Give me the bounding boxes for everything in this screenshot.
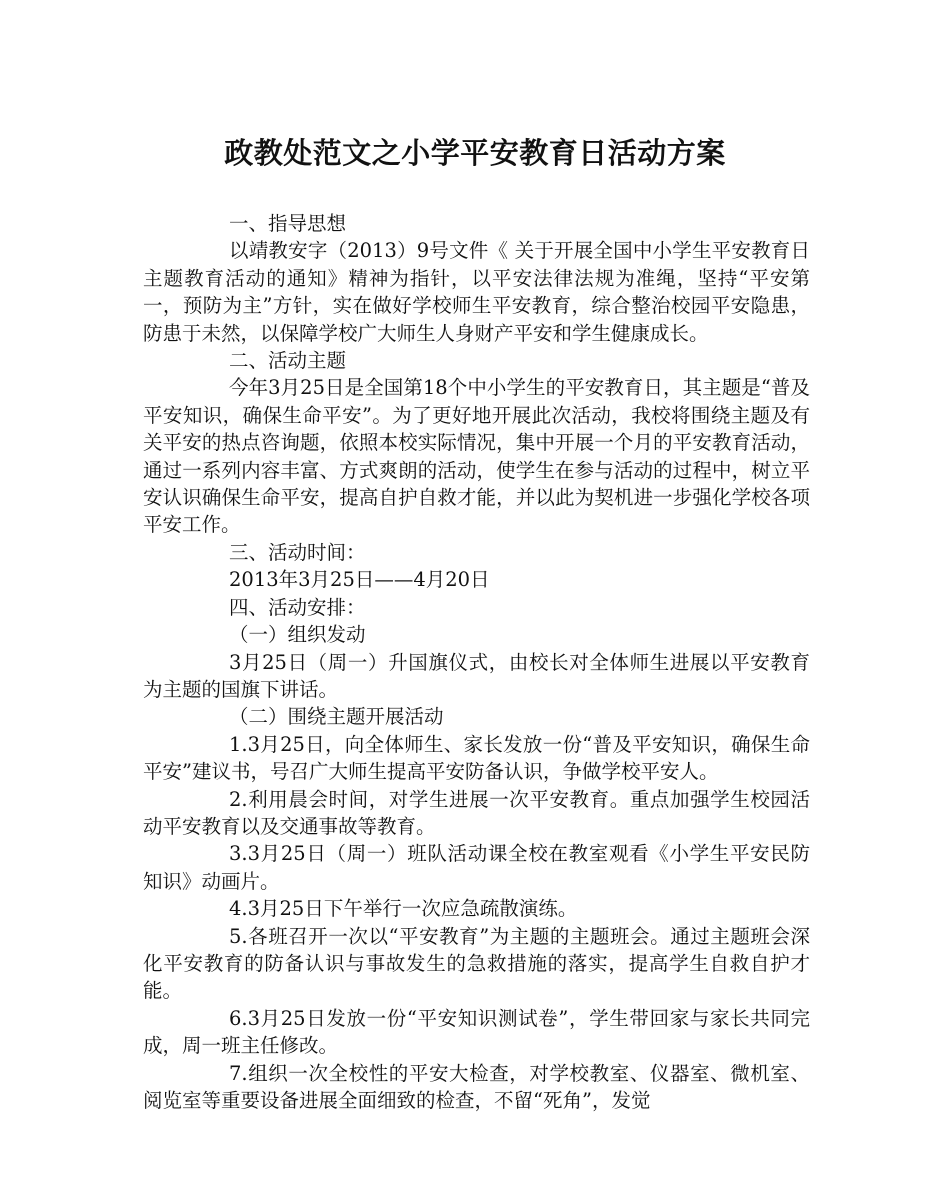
document-title: 政教处范文之小学平安教育日活动方案 [224,136,726,170]
list-item: 3.3月25日（周一）班队活动课全校在教室观看《小学生平安民防知识》动画片。 [143,842,810,893]
paragraph: 以靖教安字（2013）9号文件《 关于开展全国中小学生平安教育日主题教育活动的通知》精神为指针，以平安法律法规为准绳，坚持“平安第一，预防为主”方针，实在做好学校师生平安教育，综合整治校园平安隐患，防患于未然，以保障学校广大师生人身财产平安和学生健康成长。 [143,239,810,345]
section-heading: 三、活动时间： [229,540,366,564]
section-heading: 四、活动安排： [229,595,366,619]
subsection-heading: （一）组织发动 [229,623,366,647]
list-item: 2.利用晨会时间，对学生进展一次平安教育。重点加强学生校园活动平安教育以及交通事故等教育。 [143,787,810,838]
list-item: 4.3月25日下午举行一次应急疏散演练。 [229,897,578,921]
section-heading: 二、活动主题 [229,349,347,373]
list-item: 6.3月25日发放一份“平安知识测试卷”，学生带回家与家长共同完成，周一班主任修改。 [143,1006,810,1058]
list-item: 5.各班召开一次以“平安教育”为主题的主题班会。通过主题班会深化平安教育的防备认识与事故发生的急救措施的落实，提高学生自救自护才能。 [143,924,810,1003]
document-body [143,210,810,1114]
date-range: 2013年3月25日——4月20日 [229,568,490,592]
subsection-heading: （二）围绕主题开展活动 [229,705,444,729]
section-heading: 一、指导思想 [229,212,347,235]
list-item: 1.3月25日，向全体师生、家长发放一份“普及平安知识，确保生命平安”建议书，号召广大师生提高平安防备认识，争做学校平安人。 [143,732,810,784]
list-item: 7.组织一次全校性的平安大检查，对学校教室、仪器室、微机室、阅览室等重要设备进展全面细致的检查，不留“死角”，发觉 [143,1061,810,1112]
paragraph: 今年3月25日是全国第18个中小学生的平安教育日，其主题是“普及平安知识，确保生命平安”。为了更好地开展此次活动，我校将围绕主题及有关平安的热点咨询题，依照本校实际情况，集中开展一个月的平安教育活动，通过一系列内容丰富、方式爽朗的活动，使学生在参与活动的过程中，树立平安认识确保生命平安，提高自护自救才能，并以此为契机进一步强化学校各项平安工作。 [143,376,810,537]
paragraph: 3月25日（周一）升国旗仪式，由校长对全体师生进展以平安教育为主题的国旗下讲话。 [143,650,810,701]
